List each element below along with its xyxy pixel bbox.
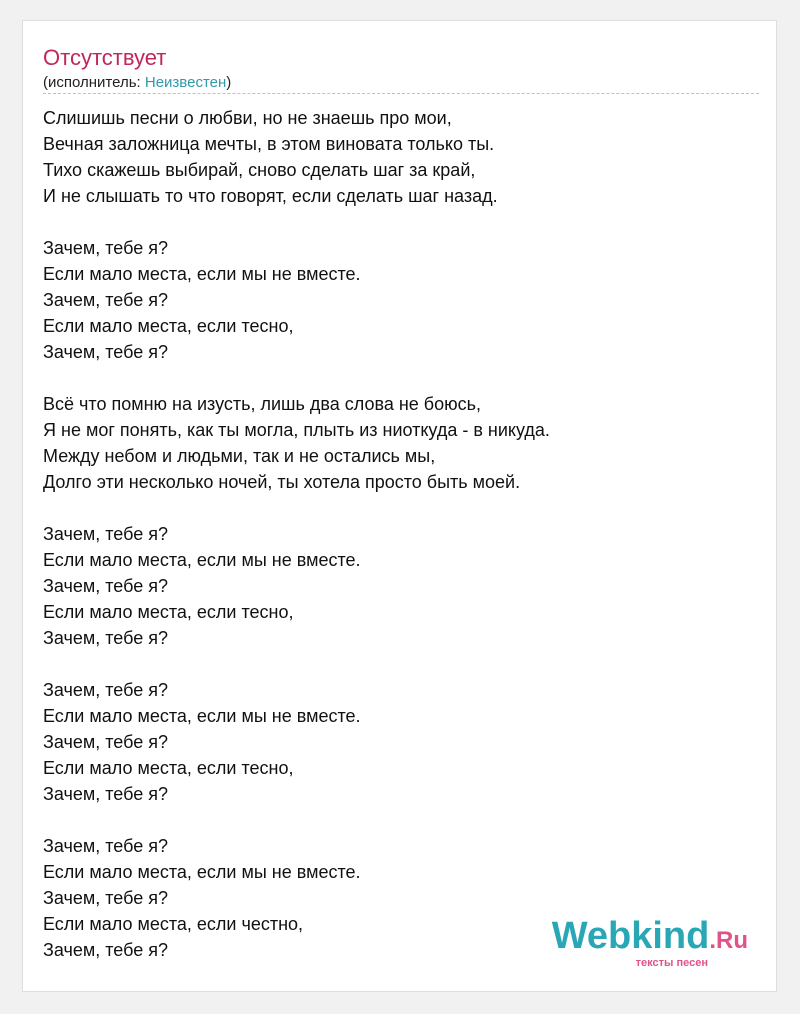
lyric-line: Зачем, тебе я? [43, 290, 168, 310]
lyric-line: Слишишь песни о любви, но не знаешь про мои, [43, 108, 452, 128]
lyric-line: Всё что помню на изусть, лишь два слова не боюсь, [43, 394, 481, 414]
logo-name: Webkind [551, 915, 710, 957]
artist-label-close: ) [226, 74, 232, 91]
stanza [43, 521, 759, 651]
lyric-line: Зачем, тебе я? [43, 238, 168, 258]
lyric-line: Вечная заложница мечты, в этом виновата только ты. [43, 134, 495, 154]
lyric-line: И не слышать то что говорят, если сделать шаг назад. [43, 186, 498, 206]
lyric-line: Зачем, тебе я? [43, 628, 168, 648]
lyric-line: Если мало места, если тесно, [43, 316, 294, 336]
lyric-line: Если мало места, если честно, [43, 914, 304, 934]
lyrics-text [43, 105, 759, 989]
lyric-line: Зачем, тебе я? [43, 940, 168, 960]
lyric-line: Зачем, тебе я? [43, 524, 168, 544]
artist-link[interactable]: Неизвестен [144, 74, 227, 91]
lyric-line: Зачем, тебе я? [43, 576, 168, 596]
lyric-line: Тихо скажешь выбирай, сново сделать шаг за край, [43, 160, 476, 180]
lyric-line: Зачем, тебе я? [43, 888, 168, 908]
site-logo[interactable] [551, 915, 748, 969]
lyric-line: Зачем, тебе я? [43, 680, 168, 700]
lyric-line: Зачем, тебе я? [43, 784, 168, 804]
lyric-line: Если мало места, если мы не вместе. [43, 706, 361, 726]
lyric-line: Зачем, тебе я? [43, 342, 168, 362]
lyric-line: Зачем, тебе я? [43, 732, 168, 752]
lyric-line: Если мало места, если мы не вместе. [43, 264, 361, 284]
lyric-line: Долго эти несколько ночей, ты хотела просто быть моей. [43, 472, 521, 492]
stanza [43, 677, 759, 807]
divider [43, 93, 759, 94]
lyric-line: Я не мог понять, как ты могла, плыть из ниоткуда - в никуда. [43, 420, 550, 440]
lyric-line: Зачем, тебе я? [43, 836, 168, 856]
lyric-line: Если мало места, если тесно, [43, 758, 294, 778]
logo-tagline: тексты песен [635, 957, 708, 969]
lyrics-card [22, 20, 777, 992]
lyric-line: Если мало места, если мы не вместе. [43, 862, 361, 882]
logo-tld: .Ru [709, 927, 748, 954]
stanza [43, 235, 759, 365]
song-title: Отсутствует [43, 45, 167, 70]
lyric-line: Если мало места, если тесно, [43, 602, 294, 622]
lyric-line: Между небом и людьми, так и не остались мы, [43, 446, 436, 466]
stanza [43, 105, 759, 209]
artist-line [43, 74, 231, 92]
artist-label: (исполнитель: [43, 74, 145, 91]
lyric-line: Если мало места, если мы не вместе. [43, 550, 361, 570]
stanza [43, 391, 759, 495]
